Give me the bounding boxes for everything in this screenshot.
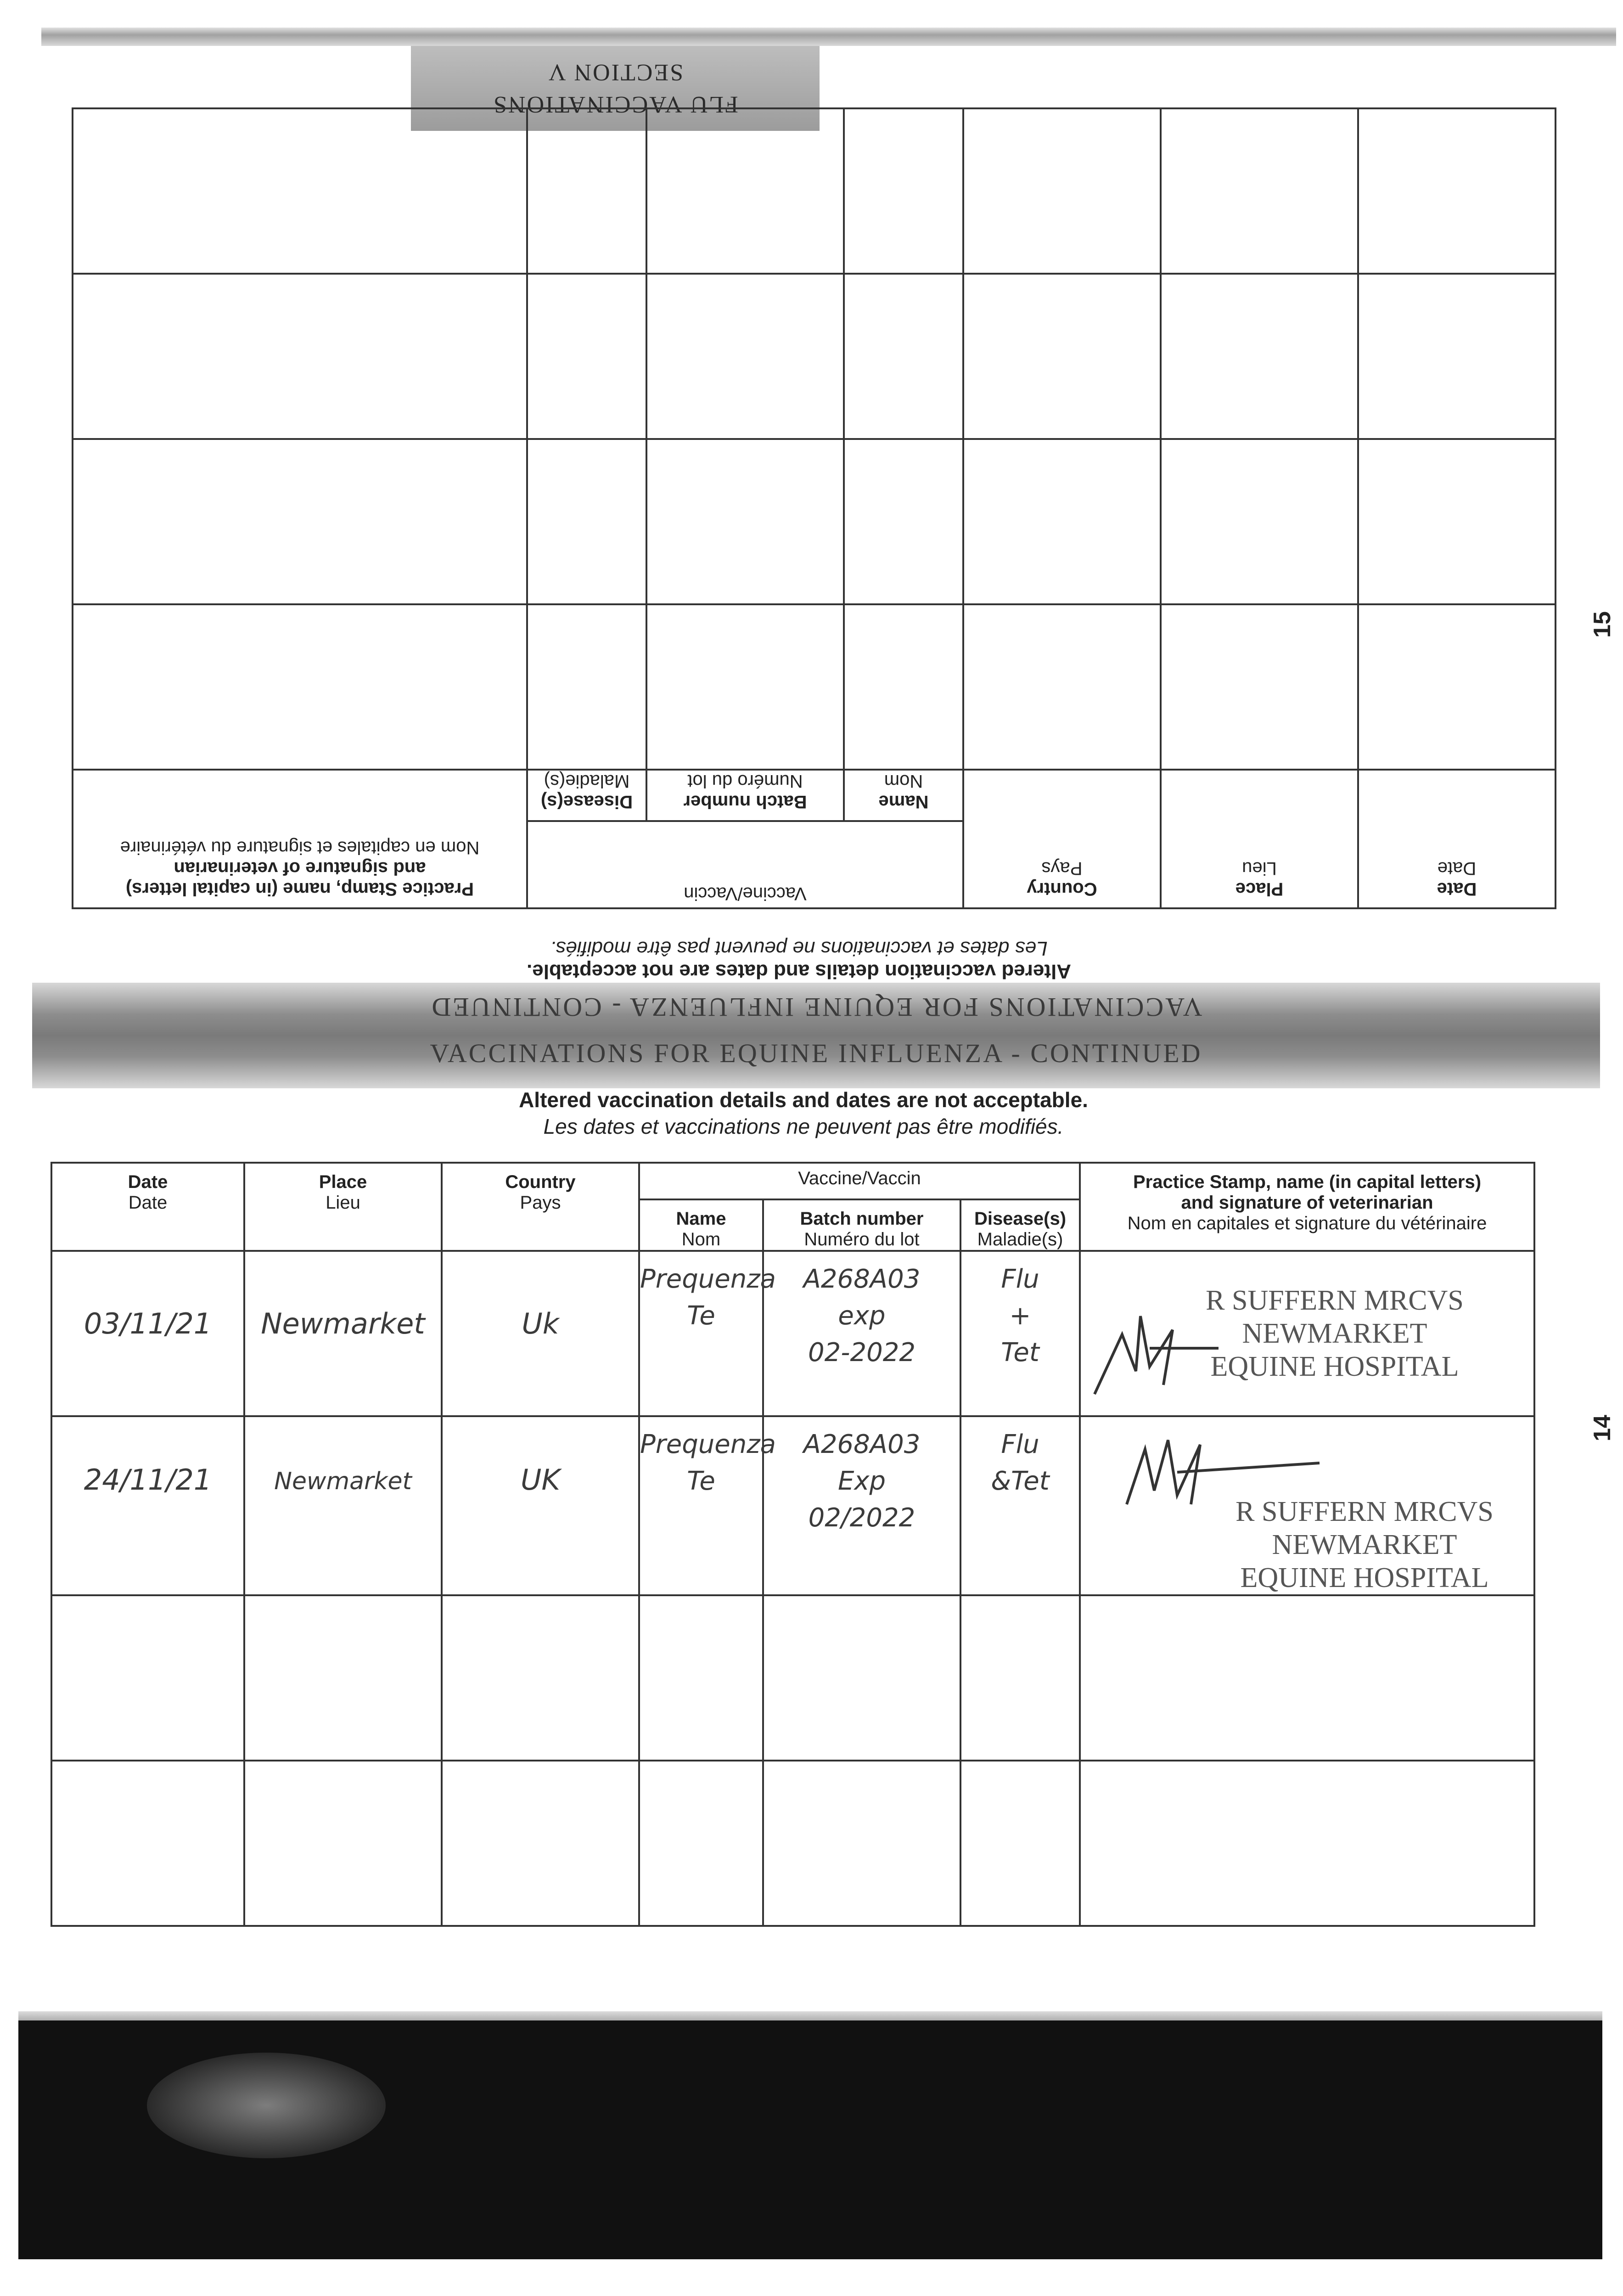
cell-disease: Flu + Tet (960, 1251, 1080, 1416)
section-title-line2: SECTION V (547, 59, 684, 86)
upper-vaccination-table (73, 138, 1556, 909)
cell-stamp: R SUFFERN MRCVS NEWMARKET EQUINE HOSPITAL (1080, 1251, 1534, 1416)
table-row (73, 108, 1556, 274)
upper-warning-bold: Altered vaccination details and dates are not acceptable. (527, 960, 1071, 983)
table-row (51, 1251, 1534, 1416)
band-text: VACCINATIONS FOR EQUINE INFLUENZA - CONTINUED (430, 1038, 1202, 1068)
cell-place: Newmarket (244, 1416, 442, 1595)
table-row (73, 439, 1556, 604)
header-batch: Batch number Numéro du lot (763, 1199, 960, 1251)
lower-warning-bold: Altered vaccination details and dates are not acceptable. (519, 1088, 1088, 1112)
header-country: Country Pays (963, 770, 1161, 908)
header-name: Name Nom (844, 770, 963, 821)
cell-name: Prequenza Te (639, 1251, 763, 1416)
cell-country: Uk (442, 1251, 639, 1416)
table-row (73, 274, 1556, 439)
header-vaccine-group: Vaccine/Vaccin (527, 821, 963, 908)
table-row (51, 1595, 1534, 1761)
header-date: Date Date (51, 1163, 244, 1251)
header-place: Place Lieu (1161, 770, 1358, 908)
header-batch: Batch number Numéro du lot (646, 770, 844, 821)
cell-country: UK (442, 1416, 639, 1595)
table-row (73, 604, 1556, 770)
lower-warning (413, 1086, 1194, 1139)
header-name: Name Nom (639, 1199, 763, 1251)
upper-warning-italic: Les dates et vaccinations ne peuvent pas être modifiés. (550, 937, 1048, 960)
header-place: Place Lieu (244, 1163, 442, 1251)
header-stamp: Practice Stamp, name (in capital letters) and signature of veterinarian Nom en capitales et signature du vétérinaire (1080, 1163, 1534, 1251)
cell-date: 24/11/21 (51, 1416, 244, 1595)
band-text-upside-down: VACCINATIONS FOR EQUINE INFLUENZA - CONTINUED (430, 992, 1202, 1022)
upper-warning (496, 923, 1102, 983)
header-disease: Disease(s) Maladie(s) (960, 1199, 1080, 1251)
signature-mark (1081, 1279, 1219, 1399)
cell-stamp: R SUFFERN MRCVS NEWMARKET EQUINE HOSPITAL (1080, 1416, 1534, 1595)
header-disease: Disease(s) Maladie(s) (527, 770, 646, 821)
thumb-shadow (147, 2053, 386, 2158)
cell-name: Prequenza Te (639, 1416, 763, 1595)
cell-date: 03/11/21 (51, 1251, 244, 1416)
lower-vaccination-table (51, 1162, 1533, 1919)
page-number-15: 15 (1589, 611, 1616, 638)
cell-batch: A268A03 Exp 02/2022 (763, 1416, 960, 1595)
header-stamp: Practice Stamp, name (in capital letters) and signature of veterinarian Nom en capitales et signature du vétérinaire (73, 770, 527, 908)
table-row (51, 1761, 1534, 1926)
upper-page-upside-down (0, 0, 1623, 937)
header-vaccine-group: Vaccine/Vaccin (639, 1163, 1080, 1199)
signature-mark (1108, 1422, 1329, 1514)
lower-warning-italic: Les dates et vaccinations ne peuvent pas être modifiés. (543, 1114, 1064, 1138)
cell-place: Newmarket (244, 1251, 442, 1416)
cell-disease: Flu &Tet (960, 1416, 1080, 1595)
page-number-14: 14 (1589, 1415, 1616, 1441)
section-band (32, 983, 1600, 1088)
table-row (51, 1416, 1534, 1595)
header-date: Date Date (1358, 770, 1556, 908)
cell-batch: A268A03 exp 02-2022 (763, 1251, 960, 1416)
header-country: Country Pays (442, 1163, 639, 1251)
section-title-line1: FLU VACCINATIONS (492, 91, 738, 118)
